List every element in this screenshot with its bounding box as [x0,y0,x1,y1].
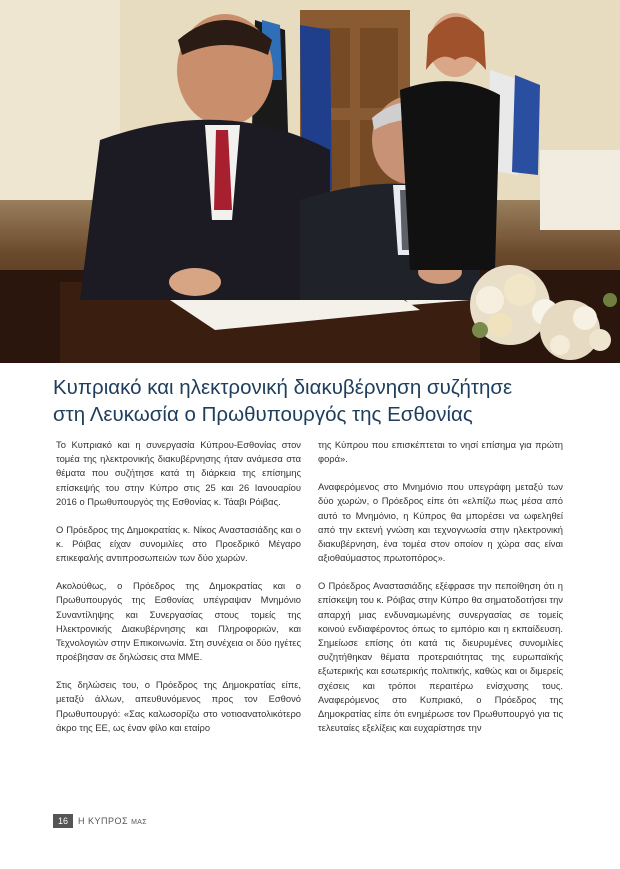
page-number: 16 [53,814,73,828]
magazine-name [78,816,147,826]
paragraph: της Κύπρου που επισκέπτεται το νησί επίσημα για πρώτη φορά». [318,439,563,465]
magazine-name-main: Η ΚΥΠΡΟΣ [78,816,129,826]
magazine-name-suffix: ΜΑΣ [131,819,147,826]
article-photo [0,0,620,363]
article-title-line-2: στη Λευκωσία ο Πρωθυπουργός της Εσθονίας [53,403,473,426]
paragraph: Το Κυπριακό και η συνεργασία Κύπρου-Εσθονίας στον τομέα της ηλεκτρονικής διακυβέρνησης ήταν ανάμεσα στα θέματα που συζήτησε κατά τη διάρκεια της επίσημης επίσκεψής του στην Κύπρο στις 25 και 26 Ιανουαρίου 2016 ο Πρωθυπουργός της Εσθονίας κ. Τάαβι Ρόιβας. [56,439,301,507]
paragraph: Αναφερόμενος στο Μνημόνιο που υπεγράφη μεταξύ των δύο χωρών, ο Πρόεδρος είπε ότι «ελπίζω πως μέσα από αυτό το Μνημόνιο, η Κύπρος θα μπορέσει να ωφεληθεί από την εκτενή γνώση και τεχνογνωσία στην ηλεκτρονική διακυβέρνηση, ένα τομέα στον οποίον η χώρα σας είναι αξιοθαύμαστος πρωτοπόρος». [318,481,563,564]
page-footer [53,814,147,828]
right-column [318,438,563,749]
article-title [53,374,573,428]
paragraph: Στις δηλώσεις του, ο Πρόεδρος της Δημοκρατίας είπε, μεταξύ άλλων, απευθυνόμενος προς τον Εσθονό Πρωθυπουργό: «Σας καλωσορίζω στο νοτιοανατολικότερο άκρο της ΕΕ, ως έναν φίλο και εταίρο [56,679,301,733]
signing-ceremony-photo [0,0,620,363]
left-column [56,438,301,749]
paragraph: Ακολούθως, ο Πρόεδρος της Δημοκρατίας και ο Πρωθυπουργός της Εσθονίας υπέγραψαν Μνημόνιο Συναντίληψης και Συνεργασίας στους τομείς της Ηλεκτρονικής Διακυβέρνησης και Πληροφοριών, και Τεχνολογιών στην Επικοινωνία. Στη συνέχεια οι δύο ηγέτες προέβησαν σε δηλώσεις στα ΜΜΕ. [56,580,301,663]
article-title-line-1: Κυπριακό και ηλεκτρονική διακυβέρνηση συζήτησε [53,376,513,399]
paragraph: Ο Πρόεδρος Αναστασιάδης εξέφρασε την πεποίθηση ότι η επίσκεψη του κ. Ρόιβας στην Κύπρο θα σηματοδοτήσει την απαρχή μιας ενδυναμωμένης συνεργασίας σε τομείς κοινού ενδιαφέροντος όπως το εμπόριο και η εκπαίδευση. Σημείωσε επίσης ότι κατά τις διευρυμένες συνομιλίες συζητήθηκαν θέματα προτεραιότητας της ευρωπαϊκής εξωτερικής και εσωτερικής πολιτικής, καθώς και οι διμερείς σχέσεις και τρόποι περαιτέρω ενίσχυσης τους. Αναφερόμενος στο Κυπριακό, ο Πρόεδρος της Δημοκρατίας είπε ότι ενημέρωσε τον Πρωθυπουργό για τις τελευταίες εξελίξεις και ευχαρίστησε την [318,580,563,734]
paragraph: Ο Πρόεδρος της Δημοκρατίας κ. Νίκος Αναστασιάδης και ο κ. Ρόιβας είχαν συνομιλίες στο Προεδρικό Μέγαρο επικεφαλής αντιπροσωπειών των δύο χωρών. [56,523,301,564]
